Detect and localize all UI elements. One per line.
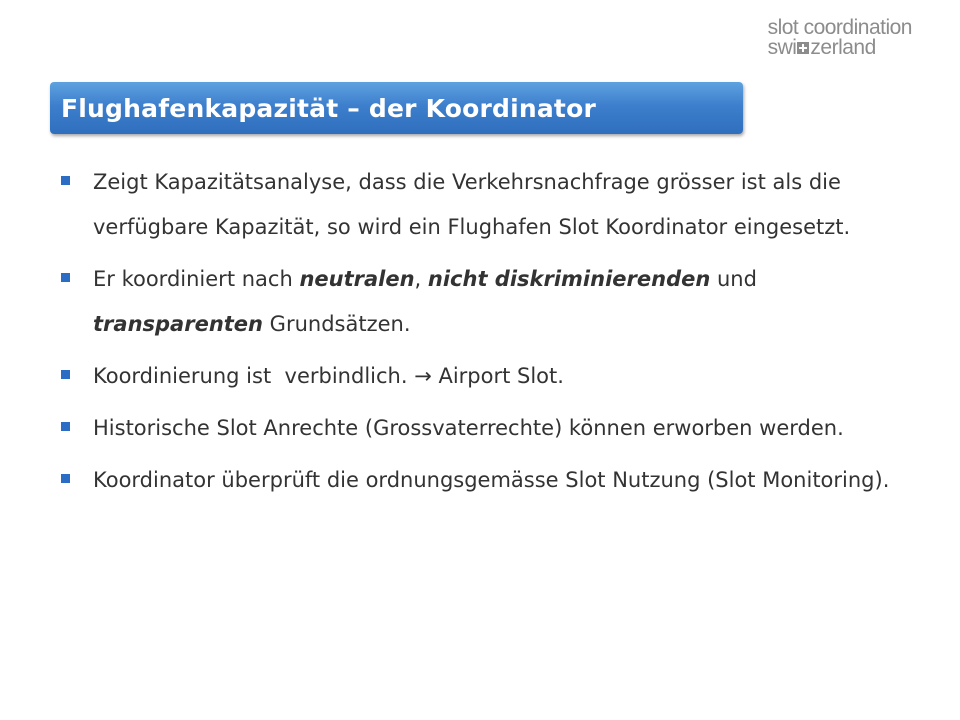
swiss-cross-icon bbox=[797, 42, 809, 54]
bullet-text-part-3: und bbox=[710, 267, 757, 291]
bullet-text: Koordinator überprüft die ordnungsgemässe Slot Nutzung (Slot Monitoring). bbox=[93, 468, 890, 492]
title-bar bbox=[50, 82, 743, 134]
bullet-square-icon bbox=[61, 176, 70, 185]
logo-line-1: slot coordination bbox=[767, 16, 912, 39]
bullet-square-icon bbox=[61, 474, 70, 483]
bullet-text-part-1: Er koordiniert nach bbox=[93, 267, 300, 291]
bullet-text-part-2: , bbox=[414, 267, 428, 291]
bullet-square-icon bbox=[61, 370, 70, 379]
logo-line-2-start: swi bbox=[767, 36, 797, 59]
bullet-text: Historische Slot Anrechte (Grossvaterrechte) können erworben werden. bbox=[93, 416, 844, 440]
bullet-square-icon bbox=[61, 273, 70, 282]
bullet-list bbox=[58, 160, 918, 510]
emphasis-transparent: transparenten bbox=[93, 312, 263, 336]
logo-line-2-end: zerland bbox=[810, 36, 876, 59]
bullet-square-icon bbox=[61, 422, 70, 431]
bullet-item-5 bbox=[58, 458, 918, 503]
bullet-item-3 bbox=[58, 354, 918, 399]
emphasis-non-discriminating: nicht diskriminierenden bbox=[427, 267, 711, 291]
bullet-text: Zeigt Kapazitätsanalyse, dass die Verkehrsnachfrage grösser ist als die verfügbare Kapazität, so wird ein Flughafen Slot Koordinator eingesetzt. bbox=[93, 170, 851, 239]
bullet-text: Koordinierung ist verbindlich. → Airport Slot. bbox=[93, 364, 564, 388]
bullet-item-2 bbox=[58, 257, 918, 347]
slide-title: Flughafenkapazität – der Koordinator bbox=[61, 93, 596, 123]
bullet-text-part-4: Grundsätzen. bbox=[263, 312, 411, 336]
logo-line-2 bbox=[768, 38, 912, 58]
slot-coordination-logo bbox=[768, 18, 912, 58]
emphasis-neutral: neutralen bbox=[299, 267, 415, 291]
bullet-item-1 bbox=[58, 160, 918, 250]
bullet-item-4 bbox=[58, 406, 918, 451]
